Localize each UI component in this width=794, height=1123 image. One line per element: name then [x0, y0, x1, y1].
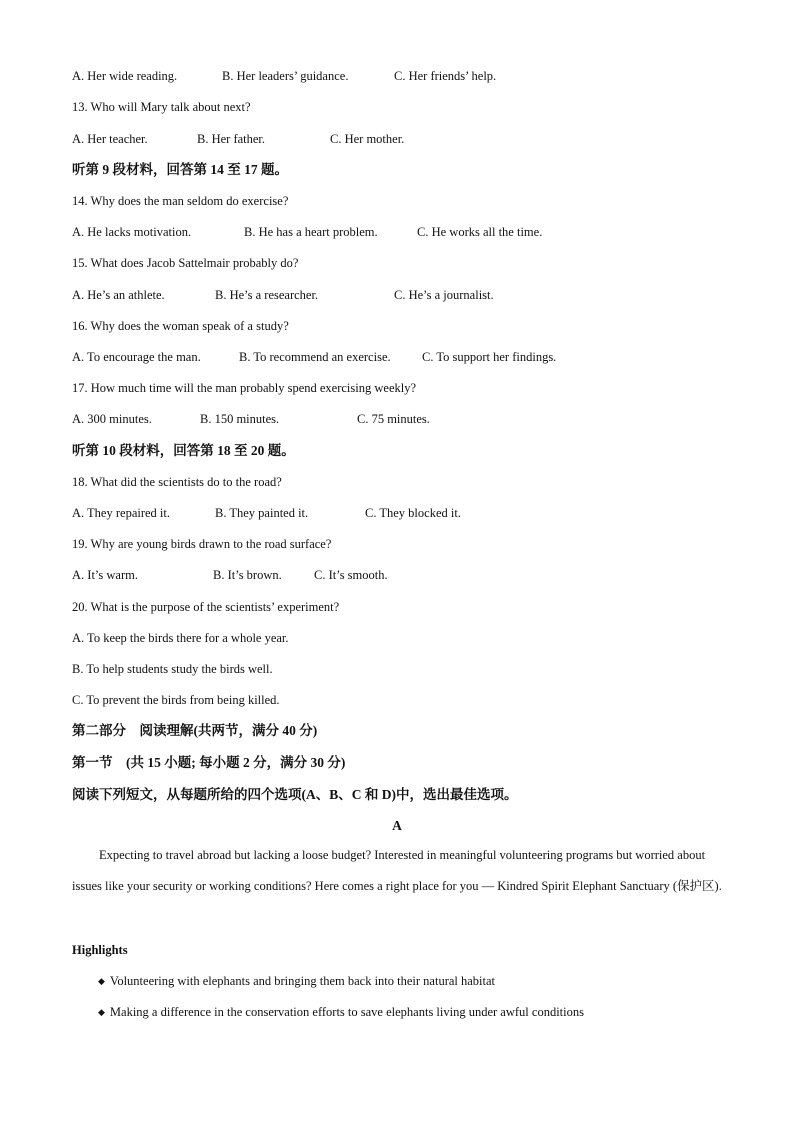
q15-option-b: B. He’s a researcher.	[215, 288, 319, 302]
q16-option-a: A. To encourage the man.	[72, 350, 201, 364]
q14-option-a: A. He lacks motivation.	[72, 225, 192, 239]
q12-option-c: C. Her friends’ help.	[394, 69, 497, 83]
section-9-heading: 听第 9 段材料，回答第 14 至 17 题。	[72, 162, 288, 177]
q18-option-b: B. They painted it.	[215, 506, 309, 520]
highlight-item	[98, 1003, 584, 1022]
q20-option-a: A. To keep the birds there for a whole year.	[72, 631, 289, 645]
q15-option-a: A. He’s an athlete.	[72, 288, 165, 302]
highlight-item	[98, 972, 495, 991]
q13-option-b: B. Her father.	[197, 132, 266, 146]
q15-question: 15. What does Jacob Sattelmair probably do?	[72, 256, 299, 270]
q18-option-a: A. They repaired it.	[72, 506, 170, 520]
q19-question: 19. Why are young birds drawn to the road surface?	[72, 537, 332, 551]
passage-letter: A	[392, 818, 402, 833]
diamond-bullet-icon: ◆	[98, 1007, 105, 1017]
q16-question: 16. Why does the woman speak of a study?	[72, 319, 289, 333]
q17-option-c: C. 75 minutes.	[357, 412, 430, 426]
q16-option-b: B. To recommend an exercise.	[239, 350, 391, 364]
q12-option-b: B. Her leaders’ guidance.	[222, 69, 349, 83]
highlight-text: Volunteering with elephants and bringing them back into their natural habitat	[109, 974, 496, 988]
highlights-heading: Highlights	[72, 943, 128, 957]
q19-option-a: A. It’s warm.	[72, 568, 138, 582]
q12-option-a: A. Her wide reading.	[72, 69, 178, 83]
q20-option-b: B. To help students study the birds well.	[72, 662, 273, 676]
q17-option-b: B. 150 minutes.	[200, 412, 280, 426]
q17-option-a: A. 300 minutes.	[72, 412, 152, 426]
q14-option-c: C. He works all the time.	[417, 225, 543, 239]
passage-paragraph: Expecting to travel abroad but lacking a loose budget? Interested in meaningful volunteering programs but worried about issues like your security or working conditions? Here comes a right place for you — Kindred Spirit Elephant Sanctuary (保护区).	[72, 848, 722, 893]
q14-option-b: B. He has a heart problem.	[244, 225, 378, 239]
q13-question: 13. Who will Mary talk about next?	[72, 100, 251, 114]
diamond-bullet-icon: ◆	[98, 976, 105, 986]
q15-option-c: C. He’s a journalist.	[394, 288, 494, 302]
q20-question: 20. What is the purpose of the scientists’ experiment?	[72, 600, 340, 614]
q13-option-c: C. Her mother.	[330, 132, 405, 146]
highlight-text: Making a difference in the conservation efforts to save elephants living under awful conditions	[109, 1005, 584, 1019]
q16-option-c: C. To support her findings.	[422, 350, 557, 364]
q14-question: 14. Why does the man seldom do exercise?	[72, 194, 289, 208]
section-10-heading: 听第 10 段材料，回答第 18 至 20 题。	[72, 443, 295, 458]
section-1-title: 第一节 (共 15 小题; 每小题 2 分，满分 30 分)	[72, 755, 346, 770]
q13-option-a: A. Her teacher.	[72, 132, 148, 146]
q17-question: 17. How much time will the man probably spend exercising weekly?	[72, 381, 417, 395]
q20-option-c: C. To prevent the birds from being killed.	[72, 693, 280, 707]
part-2-title: 第二部分 阅读理解(共两节，满分 40 分)	[72, 723, 318, 738]
q19-option-b: B. It’s brown.	[213, 568, 282, 582]
q18-option-c: C. They blocked it.	[365, 506, 461, 520]
q18-question: 18. What did the scientists do to the road?	[72, 475, 282, 489]
reading-instruction: 阅读下列短文，从每题所给的四个选项(A、B、C 和 D)中，选出最佳选项。	[72, 787, 518, 802]
q19-option-c: C. It’s smooth.	[314, 568, 388, 582]
